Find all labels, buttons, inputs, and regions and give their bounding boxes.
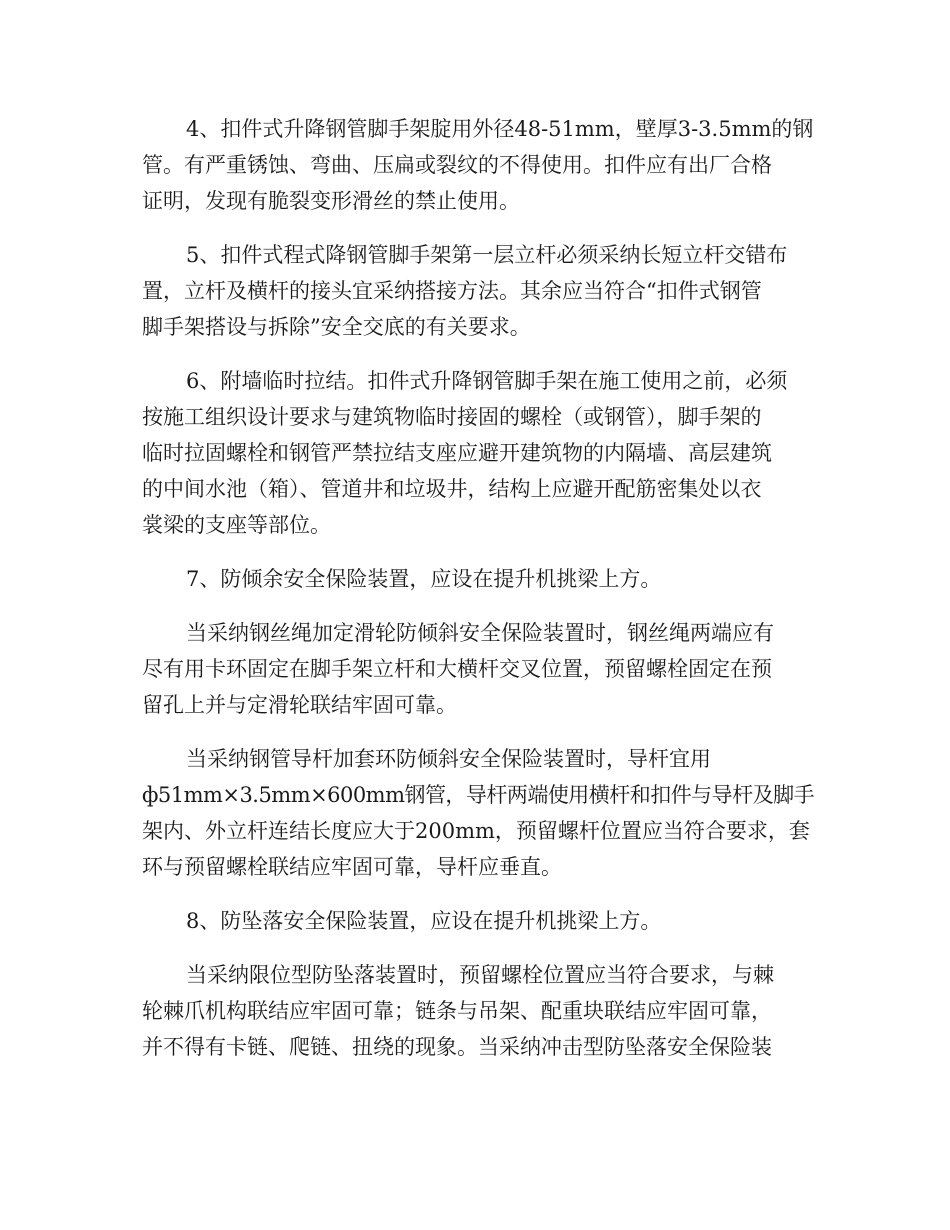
paragraph-line: 管。有严重锈蚀、弯曲、压扁或裂纹的不得使用。扣件应有出厂合格 [142,153,772,177]
paragraph-line: 轮棘爪机构联结应牢固可靠；链条与吊架、配重块联结应牢固可靠， [142,999,772,1023]
paragraph-7 [142,561,814,597]
paragraph-8-limit-device [142,957,814,1065]
paragraph-7-guide-rod [142,741,814,885]
paragraph-line: 尽有用卡环固定在脚手架立杆和大横杆交叉位置，预留螺栓固定在预 [142,657,772,681]
paragraph-line: 的中间水池（箱）、管道井和垃圾井，结构上应避开配筋密集处以衣 [142,477,762,501]
paragraph-line: 置，立杆及横杆的接头宜采纳搭接方法。其余应当符合“扣件式钢管 [142,279,762,303]
paragraph-6 [142,363,814,543]
paragraph-line: 当采纳限位型防坠落装置时，预留螺栓位置应当符合要求，与棘 [186,963,774,987]
paragraph-8 [142,903,814,939]
paragraph-line: 架内、外立杆连结长度应大于200mm，预留螺杆位置应当符合要求，套 [142,819,810,843]
paragraph-line: ф51mm×3.5mm×600mm钢管，导杆两端使用横杆和扣件与导杆及脚手 [142,783,815,807]
paragraph-line: 按施工组织设计要求与建筑物临时接固的螺栓（或钢管），脚手架的 [142,405,762,429]
paragraph-line: 当采纳钢丝绳加定滑轮防倾斜安全保险装置时，钢丝绳两端应有 [186,621,774,645]
paragraph-line: 6、附墙临时拉结。扣件式升降钢管脚手架在施工使用之前，必须 [186,369,788,393]
paragraph-line: 4、扣件式升降钢管脚手架腚用外径48-51mm，壁厚3-3.5mm的钢 [186,117,814,141]
paragraph-line: 留孔上并与定滑轮联结牢固可靠。 [142,693,457,717]
paragraph-7-wire-rope [142,615,814,723]
paragraph-line: 裳梁的支座等部位。 [142,513,331,537]
paragraph-line: 证明，发现有脆裂变形滑丝的禁止使用。 [142,189,520,213]
paragraph-line: 临时拉固螺栓和钢管严禁拉结支座应避开建筑物的内隔墙、高层建筑 [142,441,772,465]
paragraph-5 [142,237,814,345]
paragraph-line: 环与预留螺栓联结应牢固可靠，导杆应垂直。 [142,855,562,879]
paragraph-line: 脚手架搭设与拆除”安全交底的有关要求。 [142,315,531,339]
document-body [142,111,814,1065]
paragraph-line: 当采纳钢管导杆加套环防倾斜安全保险装置时，导杆宜用 [186,747,711,771]
paragraph-line: 8、防坠落安全保险装置，应设在提升机挑梁上方。 [186,909,662,933]
paragraph-line: 并不得有卡链、爬链、扭绕的现象。当采纳冲击型防坠落安全保险装 [142,1035,772,1059]
paragraph-line: 5、扣件式程式降钢管脚手架第一层立杆必须采纳长短立杆交错布 [186,243,788,267]
paragraph-4 [142,111,814,219]
paragraph-line: 7、防倾余安全保险装置，应设在提升机挑梁上方。 [186,567,662,591]
